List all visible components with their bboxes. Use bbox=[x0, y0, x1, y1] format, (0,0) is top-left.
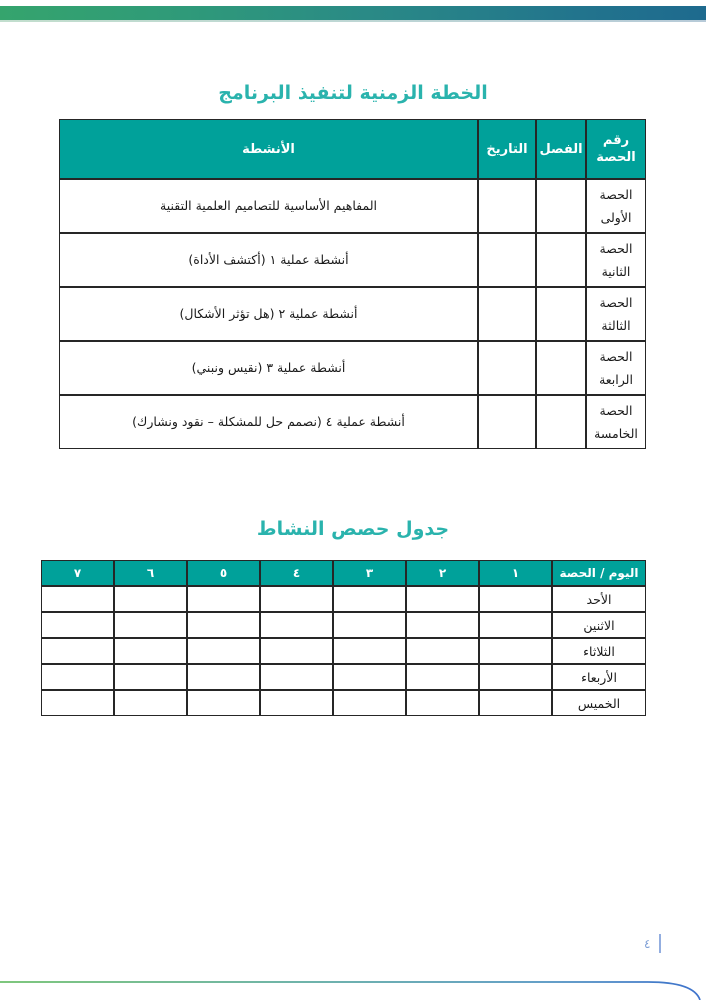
column-header-class: الفصل bbox=[536, 119, 586, 179]
table-row bbox=[59, 341, 646, 395]
table-row bbox=[41, 612, 646, 638]
cell-slot[interactable] bbox=[333, 664, 406, 690]
session-line1: الحصة bbox=[599, 241, 633, 256]
cell-day-name: الخميس bbox=[552, 690, 646, 716]
activity-schedule-table bbox=[41, 560, 646, 716]
schedule-table-body bbox=[41, 586, 646, 716]
cell-slot[interactable] bbox=[41, 612, 114, 638]
table-row bbox=[59, 395, 646, 449]
footer-curve-icon bbox=[0, 960, 706, 1000]
page-footer-decoration bbox=[0, 960, 706, 1000]
cell-slot[interactable] bbox=[260, 612, 333, 638]
cell-slot[interactable] bbox=[41, 690, 114, 716]
table-row bbox=[59, 287, 646, 341]
cell-session-number bbox=[586, 233, 646, 287]
cell-slot[interactable] bbox=[479, 690, 552, 716]
session-line1: الحصة bbox=[599, 187, 633, 202]
cell-class[interactable] bbox=[536, 341, 586, 395]
table-row bbox=[41, 690, 646, 716]
page-number-divider bbox=[659, 934, 661, 953]
table-row bbox=[41, 638, 646, 664]
cell-slot[interactable] bbox=[333, 638, 406, 664]
cell-session-number bbox=[586, 287, 646, 341]
column-header-session-number bbox=[586, 119, 646, 179]
schedule-section-title: جدول حصص النشاط bbox=[256, 518, 450, 540]
schedule-table-header bbox=[41, 560, 646, 586]
cell-activity: أنشطة عملية ٣ (نقيس ونبني) bbox=[59, 341, 478, 395]
cell-day-name: الأحد bbox=[552, 586, 646, 612]
session-line2: الثالثة bbox=[601, 318, 631, 333]
cell-slot[interactable] bbox=[260, 690, 333, 716]
page-number-block bbox=[644, 934, 661, 953]
cell-activity: أنشطة عملية ١ (أكتشف الأداة) bbox=[59, 233, 478, 287]
cell-slot[interactable] bbox=[187, 586, 260, 612]
cell-slot[interactable] bbox=[479, 638, 552, 664]
table-row bbox=[41, 586, 646, 612]
table-header-row bbox=[41, 560, 646, 586]
column-header-slot-3: ٣ bbox=[333, 560, 406, 586]
session-line2: الرابعة bbox=[599, 372, 633, 387]
cell-date[interactable] bbox=[478, 179, 536, 233]
column-header-day: اليوم / الحصة bbox=[552, 560, 646, 586]
column-header-slot-5: ٥ bbox=[187, 560, 260, 586]
cell-slot[interactable] bbox=[187, 638, 260, 664]
cell-slot[interactable] bbox=[479, 612, 552, 638]
cell-slot[interactable] bbox=[187, 664, 260, 690]
page-header-decoration bbox=[0, 6, 706, 22]
cell-slot[interactable] bbox=[114, 586, 187, 612]
cell-activity: أنشطة عملية ٢ (هل تؤثر الأشكال) bbox=[59, 287, 478, 341]
session-line1: الحصة bbox=[599, 349, 633, 364]
cell-slot[interactable] bbox=[114, 612, 187, 638]
column-header-slot-6: ٦ bbox=[114, 560, 187, 586]
cell-session-number bbox=[586, 341, 646, 395]
column-header-slot-1: ١ bbox=[479, 560, 552, 586]
cell-slot[interactable] bbox=[114, 690, 187, 716]
cell-class[interactable] bbox=[536, 179, 586, 233]
cell-slot[interactable] bbox=[114, 664, 187, 690]
table-row bbox=[59, 233, 646, 287]
cell-slot[interactable] bbox=[41, 664, 114, 690]
cell-session-number bbox=[586, 395, 646, 449]
session-number-label-line1: رقم bbox=[602, 133, 630, 148]
header-gradient-bar bbox=[0, 6, 706, 20]
cell-activity: المفاهيم الأساسية للتصاميم العلمية التقنية bbox=[59, 179, 478, 233]
cell-date[interactable] bbox=[478, 341, 536, 395]
table-header-row bbox=[59, 119, 646, 179]
cell-slot[interactable] bbox=[260, 586, 333, 612]
cell-date[interactable] bbox=[478, 233, 536, 287]
cell-class[interactable] bbox=[536, 287, 586, 341]
cell-day-name: الاثنين bbox=[552, 612, 646, 638]
cell-slot[interactable] bbox=[187, 690, 260, 716]
session-line1: الحصة bbox=[599, 295, 633, 310]
table-row bbox=[59, 179, 646, 233]
page-number-value: ٤ bbox=[643, 936, 651, 951]
cell-slot[interactable] bbox=[333, 612, 406, 638]
cell-slot[interactable] bbox=[333, 586, 406, 612]
cell-slot[interactable] bbox=[406, 690, 479, 716]
session-line2: الثانية bbox=[601, 264, 631, 279]
cell-slot[interactable] bbox=[479, 664, 552, 690]
table-row bbox=[41, 664, 646, 690]
session-number-label-line2: الحصة bbox=[596, 150, 636, 165]
timeline-section-title: الخطة الزمنية لتنفيذ البرنامج bbox=[218, 82, 488, 104]
cell-slot[interactable] bbox=[406, 612, 479, 638]
cell-slot[interactable] bbox=[187, 612, 260, 638]
cell-day-name: الثلاثاء bbox=[552, 638, 646, 664]
cell-slot[interactable] bbox=[406, 638, 479, 664]
column-header-activities: الأنشطة bbox=[59, 119, 478, 179]
session-line1: الحصة bbox=[599, 403, 633, 418]
cell-slot[interactable] bbox=[260, 664, 333, 690]
cell-slot[interactable] bbox=[41, 586, 114, 612]
cell-class[interactable] bbox=[536, 233, 586, 287]
cell-slot[interactable] bbox=[333, 690, 406, 716]
session-line2: الخامسة bbox=[594, 426, 638, 441]
cell-date[interactable] bbox=[478, 395, 536, 449]
column-header-date: التاريخ bbox=[478, 119, 536, 179]
cell-session-number bbox=[586, 179, 646, 233]
header-bar-shadow bbox=[0, 20, 706, 22]
cell-slot[interactable] bbox=[41, 638, 114, 664]
cell-date[interactable] bbox=[478, 287, 536, 341]
cell-class[interactable] bbox=[536, 395, 586, 449]
cell-slot[interactable] bbox=[406, 586, 479, 612]
timeline-table-header bbox=[59, 119, 646, 179]
timeline-table-body bbox=[59, 179, 646, 449]
cell-activity: أنشطة عملية ٤ (نصمم حل للمشكلة – نقود ونشارك) bbox=[59, 395, 478, 449]
cell-slot[interactable] bbox=[260, 638, 333, 664]
column-header-slot-2: ٢ bbox=[406, 560, 479, 586]
cell-slot[interactable] bbox=[114, 638, 187, 664]
cell-slot[interactable] bbox=[406, 664, 479, 690]
cell-day-name: الأربعاء bbox=[552, 664, 646, 690]
column-header-slot-7: ٧ bbox=[41, 560, 114, 586]
timeline-table bbox=[59, 119, 646, 449]
column-header-slot-4: ٤ bbox=[260, 560, 333, 586]
cell-slot[interactable] bbox=[479, 586, 552, 612]
session-line2: الأولى bbox=[600, 210, 632, 225]
